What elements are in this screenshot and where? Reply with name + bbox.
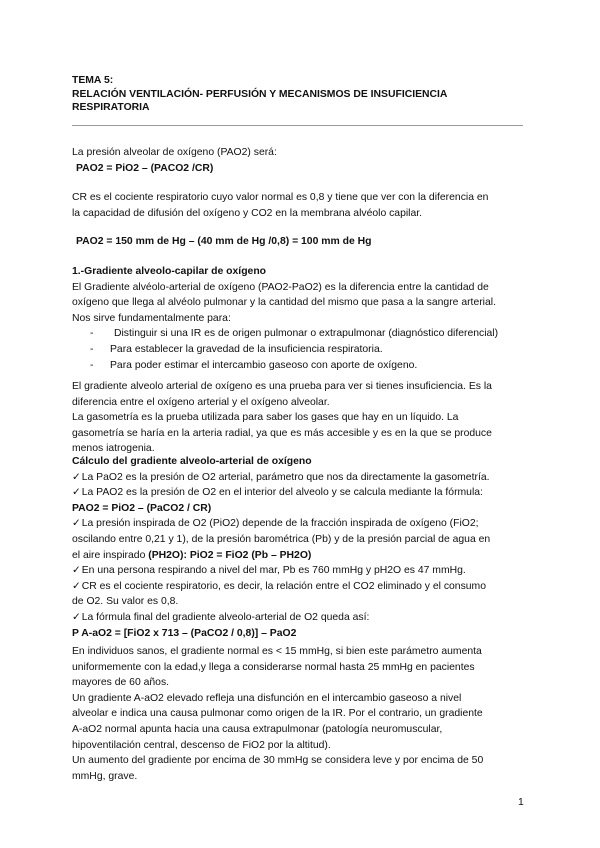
paragraph-line: de O2. Su valor es 0,8.	[72, 596, 179, 608]
check-icon: ✓	[72, 580, 81, 592]
bullet-dash: -	[90, 343, 94, 355]
check-item	[72, 610, 528, 626]
intro-section	[72, 145, 528, 176]
section-text-line: Nos sirve fundamentalmente para:	[72, 312, 231, 324]
check-icon: ✓	[72, 471, 81, 483]
formula-pao2-calc: PAO2 = PiO2 – (PaCO2 / CR)	[72, 502, 212, 514]
check-icon: ✓	[72, 487, 81, 499]
formula-pao2: PAO2 = PiO2 – (PACO2 /CR)	[76, 162, 214, 174]
check-icon: ✓	[72, 518, 81, 530]
check-item	[72, 485, 528, 501]
title-line-1: RELACIÓN VENTILACIÓN- PERFUSIÓN Y MECANISMOS DE INSUFICIENCIA	[72, 88, 448, 100]
check-icon: ✓	[72, 565, 81, 577]
cr-line-2: la capacidad de difusión del oxígeno y CO2 en la membrana alvéolo capilar.	[72, 207, 423, 219]
paragraph-line-text: el aire inspirado	[72, 549, 149, 561]
list-item	[90, 342, 528, 358]
document-title	[72, 74, 528, 115]
paragraph-line: La gasometría es la prueba utilizada para saber los gases que hay en un líquido. La	[72, 412, 459, 424]
paragraph-line: uniformemente con la edad,y llega a considerarse normal hasta 25 mmHg en pacientes	[72, 661, 475, 673]
formula-final: P A-aO2 = [FiO2 x 713 – (PaCO2 / 0,8)] – PaO2	[72, 627, 297, 639]
cr-line-1: CR es el cociente respiratorio cuyo valor normal es 0,8 y tiene que ver con la diferencia en	[72, 192, 489, 203]
gradiente-paragraph	[72, 379, 528, 457]
paragraph-line: mmHg, grave.	[72, 770, 138, 782]
cr-paragraph	[72, 190, 528, 221]
paragraph-line: En individuos sanos, el gradiente normal es < 15 mmHg, si bien este parámetro aumenta	[72, 646, 482, 657]
check-item-text: La PAO2 es la presión de O2 en el interior del alveolo y se calcula mediante la fórmula:	[81, 487, 483, 499]
check-icon: ✓	[72, 611, 81, 623]
formula-example	[72, 234, 528, 250]
closing-section	[72, 644, 528, 784]
intro-paragraph: La presión alveolar de oxígeno (PAO2) será:	[72, 147, 277, 158]
paragraph-line	[72, 548, 528, 564]
list-item	[90, 326, 528, 342]
paragraph-line: menos iatrogenia.	[72, 443, 155, 455]
section-text-line: El Gradiente alvéolo-arterial de oxígeno (PAO2-PaO2) es la diferencia entre la cantidad de	[72, 281, 489, 293]
bullet-dash: -	[90, 359, 94, 371]
paragraph-line: Un aumento del gradiente por encima de 30 mmHg se considera leve y por encima de 50	[72, 755, 484, 767]
paragraph-line: alveolar e indica una causa pulmonar como origen de la IR. Por el contrario, un gradiente	[72, 708, 483, 720]
calculo-heading: Cálculo del gradiente alveolo-arterial de oxígeno	[72, 456, 312, 467]
formula-pio2: (PH2O): PiO2 = FiO2 (Pb – PH2O)	[148, 549, 312, 561]
check-item	[72, 563, 528, 579]
page-number: 1	[518, 797, 524, 808]
check-item-text: CR es el cociente respiratorio, es decir, la relación entre el CO2 eliminado y el consumo	[81, 580, 486, 592]
check-item	[72, 470, 528, 486]
check-item-text: La PaO2 es la presión de O2 arterial, parámetro que nos da directamente la gasometría.	[81, 471, 490, 483]
list-item-text: Para establecer la gravedad de la insuficiencia respiratoria.	[110, 343, 383, 355]
section-calculo	[72, 454, 528, 641]
paragraph-line: A-aO2 normal apunta hacia una causa extrapulmonar (patología neuromuscular,	[72, 723, 443, 735]
list-item-text: Para poder estimar el intercambio gaseoso con aporte de oxígeno.	[110, 359, 418, 371]
check-item	[72, 579, 528, 595]
section-gradiente	[72, 264, 528, 373]
paragraph-line: oscilando entre 0,21 y 1), de la presión barométrica (Pb) y de la presión parcial de agua en	[72, 533, 491, 545]
title-divider	[72, 125, 523, 126]
paragraph-line: hipoventilación central, descenso de FiO2 por la altitud).	[72, 739, 331, 751]
list-item-text: Distinguir si una IR es de origen pulmonar o extrapulmonar (diagnóstico diferencial)	[114, 328, 499, 340]
title-line-2: RESPIRATORIA	[72, 102, 150, 114]
formula-example-text: PAO2 = 150 mm de Hg – (40 mm de Hg /0,8) = 100 mm de Hg	[76, 236, 372, 247]
paragraph-line: mayores de 60 años.	[72, 677, 170, 689]
section-heading: 1.-Gradiente alveolo-capilar de oxígeno	[72, 266, 267, 277]
paragraph-line: Un gradiente A-aO2 elevado refleja una disfunción en el intercambio gaseoso a nivel	[72, 692, 462, 704]
bullet-dash: -	[90, 328, 94, 340]
check-item-text: La presión inspirada de O2 (PiO2) depende de la fracción inspirada de oxígeno (FiO2;	[81, 518, 479, 530]
check-item-text: La fórmula final del gradiente alveolo-arterial de O2 queda así:	[81, 611, 370, 623]
paragraph-line: gasometría se haría en la arteria radial, ya que es más accesible y es en la que se produce	[72, 427, 492, 439]
list-item	[90, 358, 528, 374]
check-item	[72, 516, 528, 532]
paragraph-line: diferencia entre el oxígeno arterial y el oxígeno alveolar.	[72, 396, 330, 408]
section-text-line: oxígeno que llega al alvéolo pulmonar y la cantidad del mismo que pasa a la sangre arterial.	[72, 297, 496, 309]
check-item-text: En una persona respirando a nivel del mar, Pb es 760 mmHg y pH2O es 47 mmHg.	[81, 565, 466, 577]
paragraph-line: El gradiente alveolo arterial de oxígeno es una prueba para ver si tienes insuficiencia. Es la	[72, 381, 492, 392]
tema-label: TEMA 5:	[72, 75, 114, 86]
